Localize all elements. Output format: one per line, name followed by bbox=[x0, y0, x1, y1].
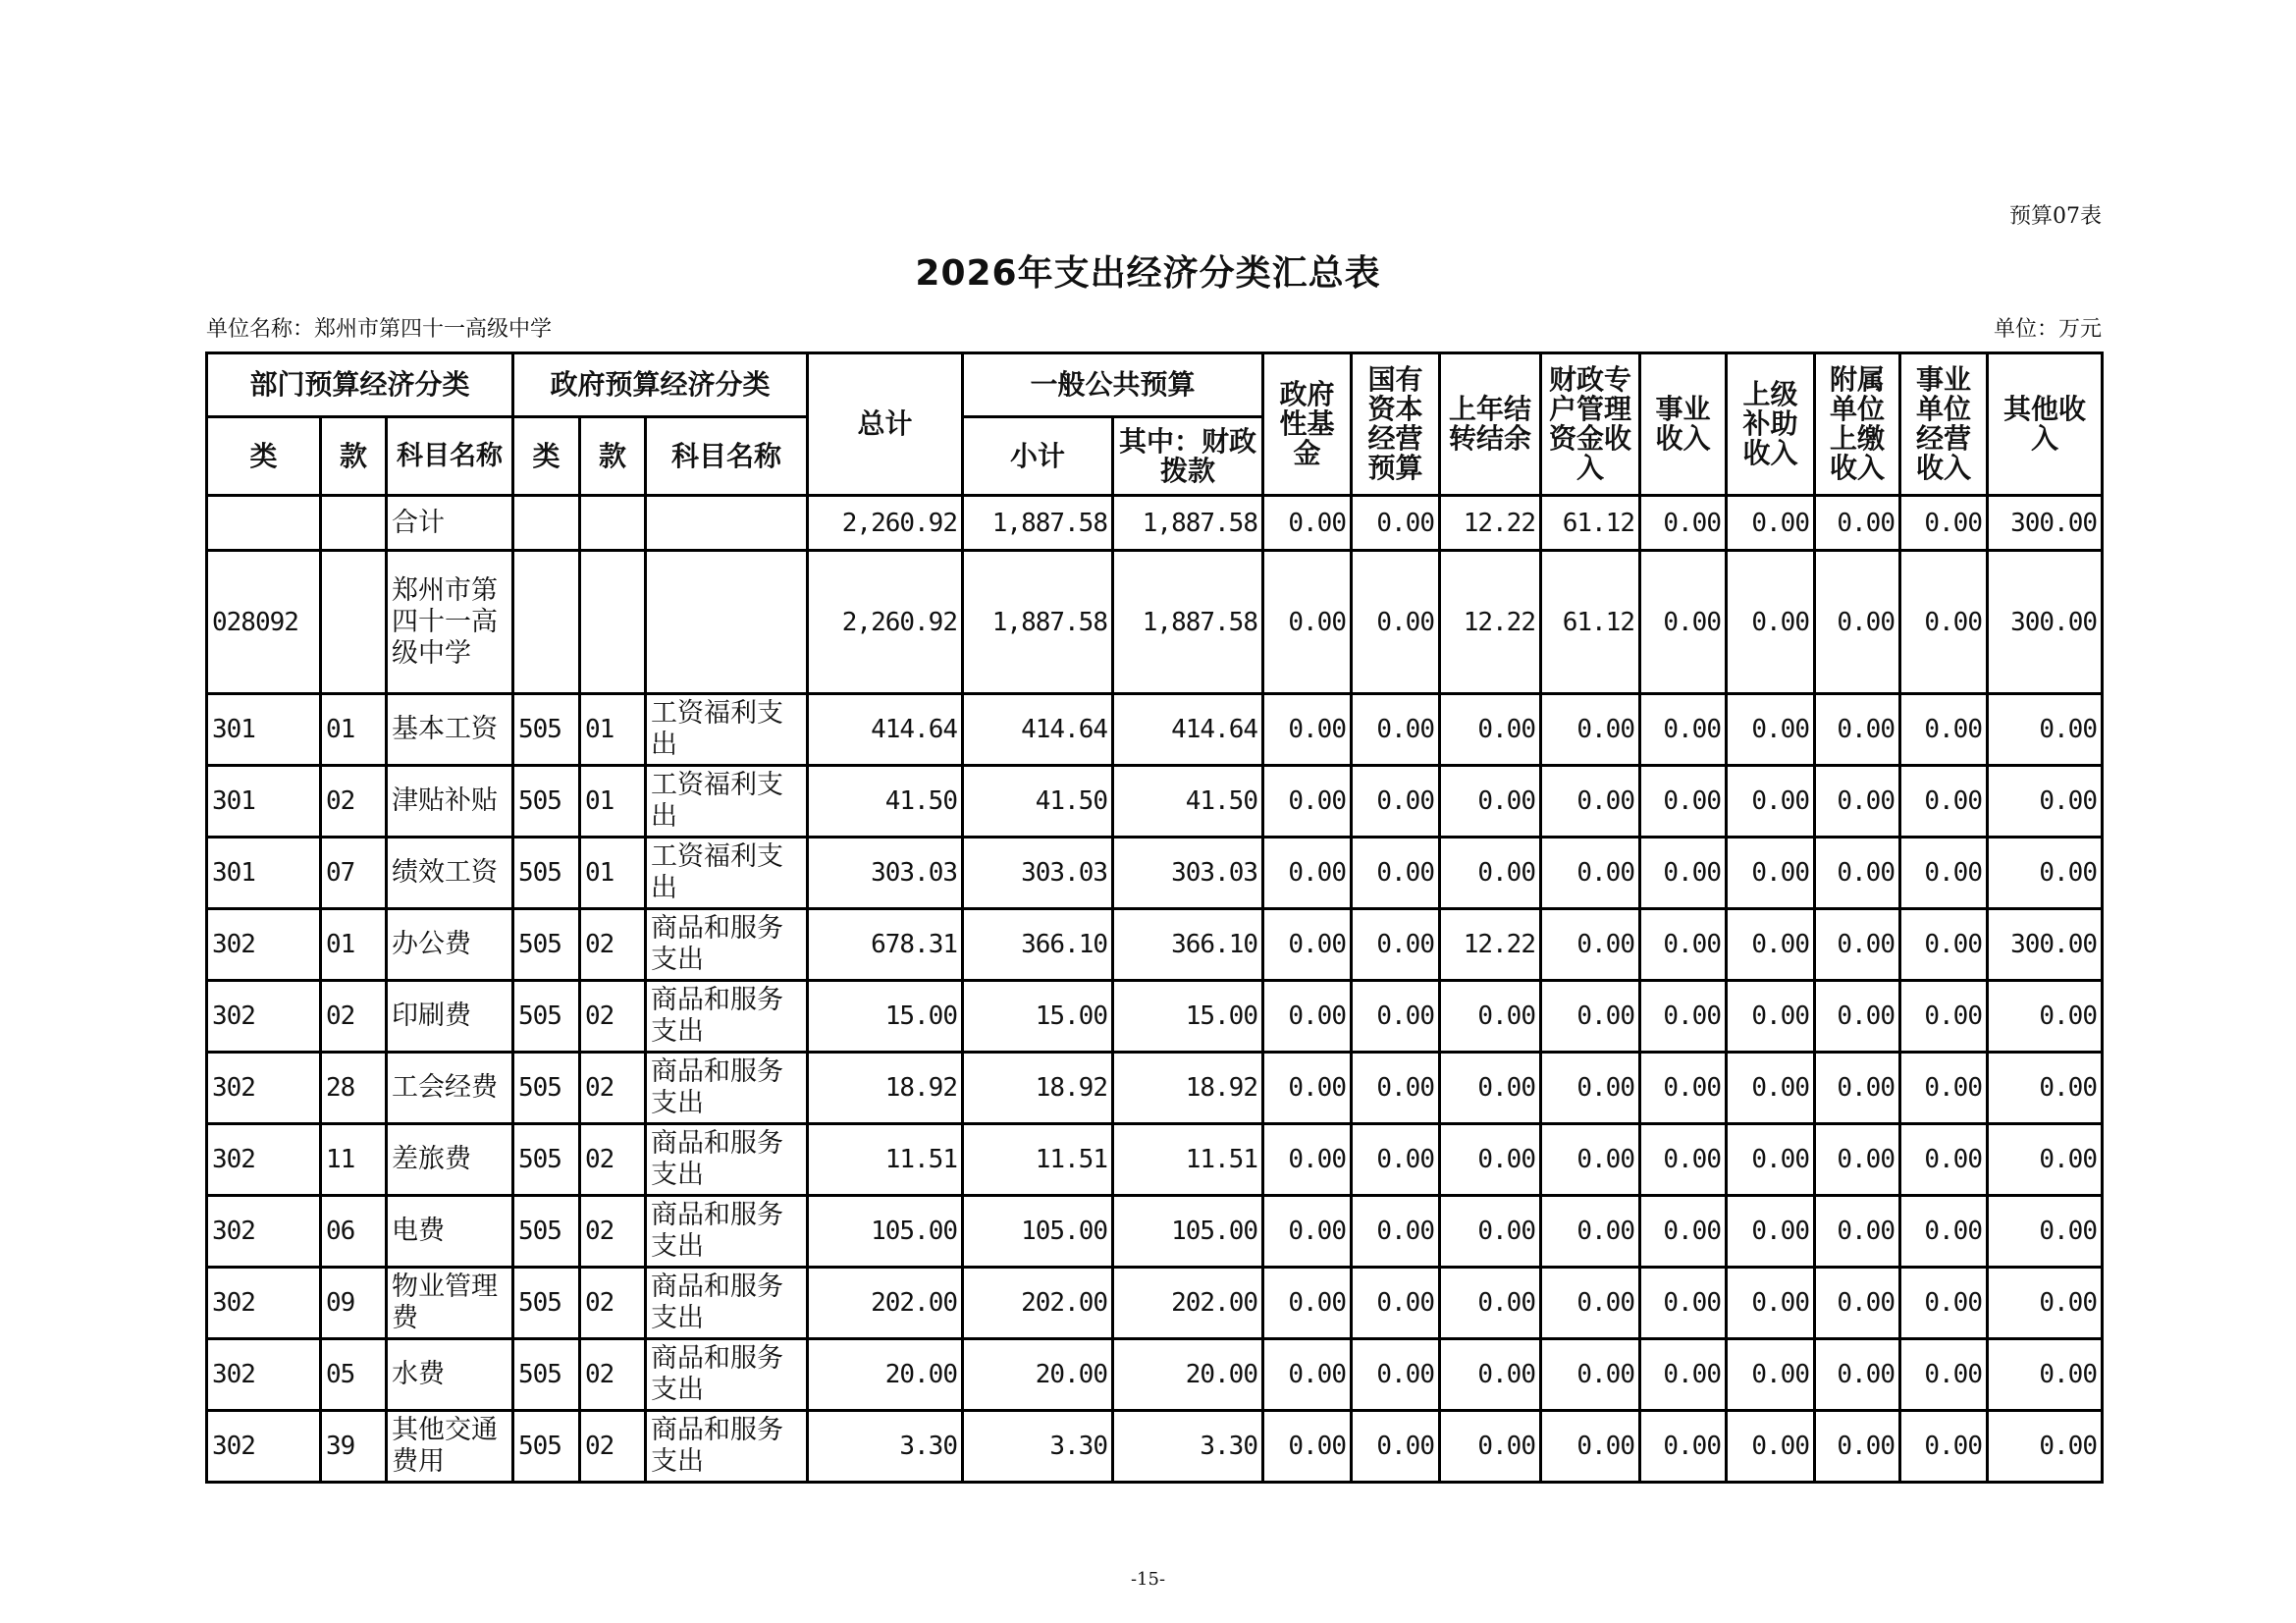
total-cell: 18.92 bbox=[808, 1053, 963, 1124]
fiscal-allocation-cell: 202.00 bbox=[1113, 1268, 1263, 1339]
fiscal-allocation-cell: 41.50 bbox=[1113, 766, 1263, 838]
gov-fund-cell: 0.00 bbox=[1263, 694, 1352, 766]
dept-subject-name-cell: 其他交通费用 bbox=[387, 1411, 513, 1483]
other-income-cell: 0.00 bbox=[1988, 1411, 2103, 1483]
operating-income-cell: 0.00 bbox=[1900, 1268, 1988, 1339]
total-cell: 20.00 bbox=[808, 1339, 963, 1411]
table-row bbox=[207, 1053, 2103, 1124]
dept-class-cell: 301 bbox=[207, 838, 321, 909]
header-total: 总计 bbox=[808, 353, 963, 496]
affiliated-income-cell: 0.00 bbox=[1815, 909, 1900, 981]
superior-subsidy-cell: 0.00 bbox=[1727, 766, 1815, 838]
business-income-cell: 0.00 bbox=[1640, 1339, 1727, 1411]
business-income-cell: 0.00 bbox=[1640, 1411, 1727, 1483]
dept-subject-name-cell: 绩效工资 bbox=[387, 838, 513, 909]
gov-class-cell: 505 bbox=[513, 1268, 580, 1339]
operating-income-cell: 0.00 bbox=[1900, 1124, 1988, 1196]
dept-subject-name-cell: 物业管理费 bbox=[387, 1268, 513, 1339]
gov-item-cell: 02 bbox=[580, 1124, 646, 1196]
operating-income-cell: 0.00 bbox=[1900, 496, 1988, 551]
special-account-cell: 0.00 bbox=[1541, 909, 1640, 981]
subtotal-cell: 15.00 bbox=[963, 981, 1113, 1053]
fiscal-allocation-cell: 18.92 bbox=[1113, 1053, 1263, 1124]
gov-fund-cell: 0.00 bbox=[1263, 838, 1352, 909]
superior-subsidy-cell: 0.00 bbox=[1727, 551, 1815, 694]
gov-class-cell: 505 bbox=[513, 1411, 580, 1483]
header-other-income: 其他收入 bbox=[1988, 353, 2103, 496]
special-account-cell: 0.00 bbox=[1541, 694, 1640, 766]
operating-income-cell: 0.00 bbox=[1900, 766, 1988, 838]
special-account-cell: 61.12 bbox=[1541, 551, 1640, 694]
table-row bbox=[207, 1268, 2103, 1339]
dept-item-cell bbox=[321, 496, 387, 551]
operating-income-cell: 0.00 bbox=[1900, 1339, 1988, 1411]
gov-class-cell: 505 bbox=[513, 909, 580, 981]
carryover-cell: 0.00 bbox=[1440, 766, 1541, 838]
gov-subject-name-cell: 商品和服务支出 bbox=[646, 1339, 808, 1411]
special-account-cell: 0.00 bbox=[1541, 838, 1640, 909]
dept-subject-name-cell: 合计 bbox=[387, 496, 513, 551]
table-row bbox=[207, 551, 2103, 694]
dept-item-cell: 05 bbox=[321, 1339, 387, 1411]
table-row bbox=[207, 1339, 2103, 1411]
header-dept-lei: 类 bbox=[207, 417, 321, 496]
gov-class-cell: 505 bbox=[513, 694, 580, 766]
dept-subject-name-cell: 津贴补贴 bbox=[387, 766, 513, 838]
gov-subject-name-cell: 商品和服务支出 bbox=[646, 1411, 808, 1483]
fiscal-allocation-cell: 414.64 bbox=[1113, 694, 1263, 766]
special-account-cell: 0.00 bbox=[1541, 1411, 1640, 1483]
carryover-cell: 0.00 bbox=[1440, 1411, 1541, 1483]
expenditure-summary-table bbox=[205, 352, 2104, 1484]
carryover-cell: 0.00 bbox=[1440, 981, 1541, 1053]
special-account-cell: 0.00 bbox=[1541, 1339, 1640, 1411]
gov-fund-cell: 0.00 bbox=[1263, 909, 1352, 981]
gov-item-cell: 02 bbox=[580, 1196, 646, 1268]
affiliated-income-cell: 0.00 bbox=[1815, 496, 1900, 551]
header-superior-subsidy: 上级补助收入 bbox=[1727, 353, 1815, 496]
state-capital-cell: 0.00 bbox=[1352, 1053, 1440, 1124]
form-number: 预算07表 bbox=[2009, 204, 2102, 229]
header-carryover: 上年结转结余 bbox=[1440, 353, 1541, 496]
fiscal-allocation-cell: 105.00 bbox=[1113, 1196, 1263, 1268]
carryover-cell: 0.00 bbox=[1440, 1268, 1541, 1339]
affiliated-income-cell: 0.00 bbox=[1815, 981, 1900, 1053]
operating-income-cell: 0.00 bbox=[1900, 909, 1988, 981]
subtotal-cell: 414.64 bbox=[963, 694, 1113, 766]
gov-subject-name-cell: 工资福利支出 bbox=[646, 694, 808, 766]
gov-item-cell: 02 bbox=[580, 1268, 646, 1339]
gov-item-cell: 02 bbox=[580, 1339, 646, 1411]
total-cell: 15.00 bbox=[808, 981, 963, 1053]
gov-subject-name-cell: 商品和服务支出 bbox=[646, 1124, 808, 1196]
gov-class-cell: 505 bbox=[513, 1124, 580, 1196]
gov-subject-name-cell bbox=[646, 551, 808, 694]
gov-fund-cell: 0.00 bbox=[1263, 496, 1352, 551]
subtotal-cell: 3.30 bbox=[963, 1411, 1113, 1483]
special-account-cell: 0.00 bbox=[1541, 981, 1640, 1053]
total-cell: 41.50 bbox=[808, 766, 963, 838]
subtotal-cell: 20.00 bbox=[963, 1339, 1113, 1411]
carryover-cell: 12.22 bbox=[1440, 551, 1541, 694]
page-title: 2026年支出经济分类汇总表 bbox=[915, 253, 1381, 294]
gov-subject-name-cell: 商品和服务支出 bbox=[646, 909, 808, 981]
total-cell: 3.30 bbox=[808, 1411, 963, 1483]
other-income-cell: 0.00 bbox=[1988, 1339, 2103, 1411]
business-income-cell: 0.00 bbox=[1640, 766, 1727, 838]
special-account-cell: 61.12 bbox=[1541, 496, 1640, 551]
state-capital-cell: 0.00 bbox=[1352, 496, 1440, 551]
fiscal-allocation-cell: 366.10 bbox=[1113, 909, 1263, 981]
total-cell: 2,260.92 bbox=[808, 551, 963, 694]
superior-subsidy-cell: 0.00 bbox=[1727, 909, 1815, 981]
gov-fund-cell: 0.00 bbox=[1263, 1411, 1352, 1483]
currency-unit-label: 单位：万元 bbox=[1993, 317, 2102, 342]
gov-subject-name-cell bbox=[646, 496, 808, 551]
gov-class-cell: 505 bbox=[513, 766, 580, 838]
business-income-cell: 0.00 bbox=[1640, 551, 1727, 694]
header-operating-income: 事业单位经营收入 bbox=[1900, 353, 1988, 496]
operating-income-cell: 0.00 bbox=[1900, 551, 1988, 694]
special-account-cell: 0.00 bbox=[1541, 1124, 1640, 1196]
superior-subsidy-cell: 0.00 bbox=[1727, 1124, 1815, 1196]
subtotal-cell: 202.00 bbox=[963, 1268, 1113, 1339]
gov-class-cell bbox=[513, 551, 580, 694]
gov-item-cell: 02 bbox=[580, 909, 646, 981]
gov-item-cell: 01 bbox=[580, 694, 646, 766]
dept-item-cell: 01 bbox=[321, 694, 387, 766]
carryover-cell: 0.00 bbox=[1440, 1339, 1541, 1411]
gov-fund-cell: 0.00 bbox=[1263, 766, 1352, 838]
superior-subsidy-cell: 0.00 bbox=[1727, 1339, 1815, 1411]
state-capital-cell: 0.00 bbox=[1352, 1124, 1440, 1196]
dept-class-cell: 301 bbox=[207, 694, 321, 766]
state-capital-cell: 0.00 bbox=[1352, 551, 1440, 694]
special-account-cell: 0.00 bbox=[1541, 1196, 1640, 1268]
affiliated-income-cell: 0.00 bbox=[1815, 1268, 1900, 1339]
carryover-cell: 0.00 bbox=[1440, 1124, 1541, 1196]
special-account-cell: 0.00 bbox=[1541, 1053, 1640, 1124]
gov-class-cell: 505 bbox=[513, 981, 580, 1053]
affiliated-income-cell: 0.00 bbox=[1815, 1339, 1900, 1411]
gov-subject-name-cell: 商品和服务支出 bbox=[646, 1053, 808, 1124]
operating-income-cell: 0.00 bbox=[1900, 838, 1988, 909]
dept-subject-name-cell: 印刷费 bbox=[387, 981, 513, 1053]
dept-class-cell: 302 bbox=[207, 1053, 321, 1124]
gov-fund-cell: 0.00 bbox=[1263, 981, 1352, 1053]
special-account-cell: 0.00 bbox=[1541, 1268, 1640, 1339]
header-general-budget: 一般公共预算 bbox=[963, 353, 1263, 417]
other-income-cell: 0.00 bbox=[1988, 1268, 2103, 1339]
business-income-cell: 0.00 bbox=[1640, 909, 1727, 981]
dept-subject-name-cell: 办公费 bbox=[387, 909, 513, 981]
other-income-cell: 0.00 bbox=[1988, 981, 2103, 1053]
dept-class-cell: 302 bbox=[207, 909, 321, 981]
subtotal-cell: 366.10 bbox=[963, 909, 1113, 981]
gov-item-cell: 02 bbox=[580, 981, 646, 1053]
table-row bbox=[207, 766, 2103, 838]
gov-item-cell: 01 bbox=[580, 838, 646, 909]
affiliated-income-cell: 0.00 bbox=[1815, 1124, 1900, 1196]
superior-subsidy-cell: 0.00 bbox=[1727, 1196, 1815, 1268]
superior-subsidy-cell: 0.00 bbox=[1727, 694, 1815, 766]
table-row bbox=[207, 909, 2103, 981]
dept-item-cell: 09 bbox=[321, 1268, 387, 1339]
page-number: -15- bbox=[1130, 1569, 1166, 1590]
dept-subject-name-cell: 水费 bbox=[387, 1339, 513, 1411]
state-capital-cell: 0.00 bbox=[1352, 1268, 1440, 1339]
business-income-cell: 0.00 bbox=[1640, 496, 1727, 551]
dept-item-cell: 01 bbox=[321, 909, 387, 981]
gov-subject-name-cell: 工资福利支出 bbox=[646, 838, 808, 909]
header-dept-kuan: 款 bbox=[321, 417, 387, 496]
dept-item-cell: 07 bbox=[321, 838, 387, 909]
unit-name-label: 单位名称：郑州市第四十一高级中学 bbox=[206, 317, 553, 342]
dept-item-cell bbox=[321, 551, 387, 694]
gov-item-cell bbox=[580, 496, 646, 551]
gov-item-cell: 02 bbox=[580, 1053, 646, 1124]
table-row bbox=[207, 1411, 2103, 1483]
subtotal-cell: 303.03 bbox=[963, 838, 1113, 909]
table-row bbox=[207, 1196, 2103, 1268]
other-income-cell: 0.00 bbox=[1988, 1053, 2103, 1124]
superior-subsidy-cell: 0.00 bbox=[1727, 496, 1815, 551]
header-gov-fund: 政府性基金 bbox=[1263, 353, 1352, 496]
business-income-cell: 0.00 bbox=[1640, 694, 1727, 766]
carryover-cell: 0.00 bbox=[1440, 1196, 1541, 1268]
affiliated-income-cell: 0.00 bbox=[1815, 1053, 1900, 1124]
fiscal-allocation-cell: 11.51 bbox=[1113, 1124, 1263, 1196]
table-row bbox=[207, 838, 2103, 909]
table-row bbox=[207, 981, 2103, 1053]
header-affiliated-income: 附属单位上缴收入 bbox=[1815, 353, 1900, 496]
state-capital-cell: 0.00 bbox=[1352, 766, 1440, 838]
dept-class-cell bbox=[207, 496, 321, 551]
other-income-cell: 300.00 bbox=[1988, 551, 2103, 694]
fiscal-allocation-cell: 15.00 bbox=[1113, 981, 1263, 1053]
subtotal-cell: 41.50 bbox=[963, 766, 1113, 838]
operating-income-cell: 0.00 bbox=[1900, 1411, 1988, 1483]
dept-subject-name-cell: 电费 bbox=[387, 1196, 513, 1268]
subtotal-cell: 18.92 bbox=[963, 1053, 1113, 1124]
other-income-cell: 300.00 bbox=[1988, 909, 2103, 981]
subtotal-cell: 1,887.58 bbox=[963, 496, 1113, 551]
special-account-cell: 0.00 bbox=[1541, 766, 1640, 838]
dept-subject-name-cell: 郑州市第四十一高级中学 bbox=[387, 551, 513, 694]
superior-subsidy-cell: 0.00 bbox=[1727, 1268, 1815, 1339]
business-income-cell: 0.00 bbox=[1640, 838, 1727, 909]
business-income-cell: 0.00 bbox=[1640, 1124, 1727, 1196]
table-row bbox=[207, 694, 2103, 766]
total-cell: 105.00 bbox=[808, 1196, 963, 1268]
gov-fund-cell: 0.00 bbox=[1263, 1053, 1352, 1124]
table-row-total bbox=[207, 496, 2103, 551]
other-income-cell: 0.00 bbox=[1988, 1124, 2103, 1196]
state-capital-cell: 0.00 bbox=[1352, 1411, 1440, 1483]
fiscal-allocation-cell: 3.30 bbox=[1113, 1411, 1263, 1483]
gov-fund-cell: 0.00 bbox=[1263, 1196, 1352, 1268]
state-capital-cell: 0.00 bbox=[1352, 1196, 1440, 1268]
gov-class-cell bbox=[513, 496, 580, 551]
fiscal-allocation-cell: 303.03 bbox=[1113, 838, 1263, 909]
dept-class-cell: 028092 bbox=[207, 551, 321, 694]
other-income-cell: 0.00 bbox=[1988, 1196, 2103, 1268]
carryover-cell: 12.22 bbox=[1440, 909, 1541, 981]
operating-income-cell: 0.00 bbox=[1900, 694, 1988, 766]
state-capital-cell: 0.00 bbox=[1352, 838, 1440, 909]
header-gov-name: 科目名称 bbox=[646, 417, 808, 496]
superior-subsidy-cell: 0.00 bbox=[1727, 1411, 1815, 1483]
header-fiscal-allocation: 其中：财政拨款 bbox=[1113, 417, 1263, 496]
dept-class-cell: 302 bbox=[207, 1339, 321, 1411]
table-body bbox=[207, 496, 2103, 1483]
header-special-account: 财政专户管理资金收入 bbox=[1541, 353, 1640, 496]
dept-item-cell: 28 bbox=[321, 1053, 387, 1124]
total-cell: 414.64 bbox=[808, 694, 963, 766]
carryover-cell: 0.00 bbox=[1440, 694, 1541, 766]
affiliated-income-cell: 0.00 bbox=[1815, 838, 1900, 909]
gov-item-cell: 02 bbox=[580, 1411, 646, 1483]
gov-class-cell: 505 bbox=[513, 1196, 580, 1268]
business-income-cell: 0.00 bbox=[1640, 1053, 1727, 1124]
state-capital-cell: 0.00 bbox=[1352, 909, 1440, 981]
table-header bbox=[207, 353, 2103, 496]
dept-class-cell: 302 bbox=[207, 1196, 321, 1268]
dept-subject-name-cell: 工会经费 bbox=[387, 1053, 513, 1124]
total-cell: 678.31 bbox=[808, 909, 963, 981]
affiliated-income-cell: 0.00 bbox=[1815, 766, 1900, 838]
total-cell: 202.00 bbox=[808, 1268, 963, 1339]
dept-subject-name-cell: 基本工资 bbox=[387, 694, 513, 766]
operating-income-cell: 0.00 bbox=[1900, 981, 1988, 1053]
total-cell: 11.51 bbox=[808, 1124, 963, 1196]
other-income-cell: 300.00 bbox=[1988, 496, 2103, 551]
header-subtotal: 小计 bbox=[963, 417, 1113, 496]
header-gov-kuan: 款 bbox=[580, 417, 646, 496]
gov-fund-cell: 0.00 bbox=[1263, 551, 1352, 694]
business-income-cell: 0.00 bbox=[1640, 981, 1727, 1053]
header-dept-classification: 部门预算经济分类 bbox=[207, 353, 513, 417]
carryover-cell: 0.00 bbox=[1440, 1053, 1541, 1124]
fiscal-allocation-cell: 1,887.58 bbox=[1113, 496, 1263, 551]
dept-class-cell: 302 bbox=[207, 981, 321, 1053]
dept-class-cell: 302 bbox=[207, 1411, 321, 1483]
business-income-cell: 0.00 bbox=[1640, 1196, 1727, 1268]
gov-subject-name-cell: 商品和服务支出 bbox=[646, 1196, 808, 1268]
header-gov-classification: 政府预算经济分类 bbox=[513, 353, 808, 417]
header-gov-lei: 类 bbox=[513, 417, 580, 496]
dept-class-cell: 302 bbox=[207, 1124, 321, 1196]
gov-item-cell: 01 bbox=[580, 766, 646, 838]
other-income-cell: 0.00 bbox=[1988, 694, 2103, 766]
dept-item-cell: 39 bbox=[321, 1411, 387, 1483]
gov-fund-cell: 0.00 bbox=[1263, 1268, 1352, 1339]
superior-subsidy-cell: 0.00 bbox=[1727, 838, 1815, 909]
operating-income-cell: 0.00 bbox=[1900, 1196, 1988, 1268]
superior-subsidy-cell: 0.00 bbox=[1727, 1053, 1815, 1124]
affiliated-income-cell: 0.00 bbox=[1815, 1411, 1900, 1483]
gov-fund-cell: 0.00 bbox=[1263, 1124, 1352, 1196]
fiscal-allocation-cell: 1,887.58 bbox=[1113, 551, 1263, 694]
affiliated-income-cell: 0.00 bbox=[1815, 694, 1900, 766]
fiscal-allocation-cell: 20.00 bbox=[1113, 1339, 1263, 1411]
operating-income-cell: 0.00 bbox=[1900, 1053, 1988, 1124]
carryover-cell: 12.22 bbox=[1440, 496, 1541, 551]
dept-item-cell: 06 bbox=[321, 1196, 387, 1268]
header-dept-name: 科目名称 bbox=[387, 417, 513, 496]
subtotal-cell: 1,887.58 bbox=[963, 551, 1113, 694]
dept-item-cell: 02 bbox=[321, 766, 387, 838]
dept-class-cell: 301 bbox=[207, 766, 321, 838]
superior-subsidy-cell: 0.00 bbox=[1727, 981, 1815, 1053]
table-row bbox=[207, 1124, 2103, 1196]
affiliated-income-cell: 0.00 bbox=[1815, 1196, 1900, 1268]
other-income-cell: 0.00 bbox=[1988, 766, 2103, 838]
state-capital-cell: 0.00 bbox=[1352, 981, 1440, 1053]
subtotal-cell: 11.51 bbox=[963, 1124, 1113, 1196]
gov-subject-name-cell: 商品和服务支出 bbox=[646, 981, 808, 1053]
gov-class-cell: 505 bbox=[513, 838, 580, 909]
affiliated-income-cell: 0.00 bbox=[1815, 551, 1900, 694]
carryover-cell: 0.00 bbox=[1440, 838, 1541, 909]
dept-item-cell: 02 bbox=[321, 981, 387, 1053]
header-state-capital: 国有资本经营预算 bbox=[1352, 353, 1440, 496]
header-business-income: 事业收入 bbox=[1640, 353, 1727, 496]
gov-class-cell: 505 bbox=[513, 1053, 580, 1124]
gov-fund-cell: 0.00 bbox=[1263, 1339, 1352, 1411]
total-cell: 303.03 bbox=[808, 838, 963, 909]
other-income-cell: 0.00 bbox=[1988, 838, 2103, 909]
state-capital-cell: 0.00 bbox=[1352, 1339, 1440, 1411]
dept-subject-name-cell: 差旅费 bbox=[387, 1124, 513, 1196]
subtotal-cell: 105.00 bbox=[963, 1196, 1113, 1268]
gov-subject-name-cell: 商品和服务支出 bbox=[646, 1268, 808, 1339]
dept-item-cell: 11 bbox=[321, 1124, 387, 1196]
gov-item-cell bbox=[580, 551, 646, 694]
gov-class-cell: 505 bbox=[513, 1339, 580, 1411]
state-capital-cell: 0.00 bbox=[1352, 694, 1440, 766]
total-cell: 2,260.92 bbox=[808, 496, 963, 551]
gov-subject-name-cell: 工资福利支出 bbox=[646, 766, 808, 838]
business-income-cell: 0.00 bbox=[1640, 1268, 1727, 1339]
dept-class-cell: 302 bbox=[207, 1268, 321, 1339]
